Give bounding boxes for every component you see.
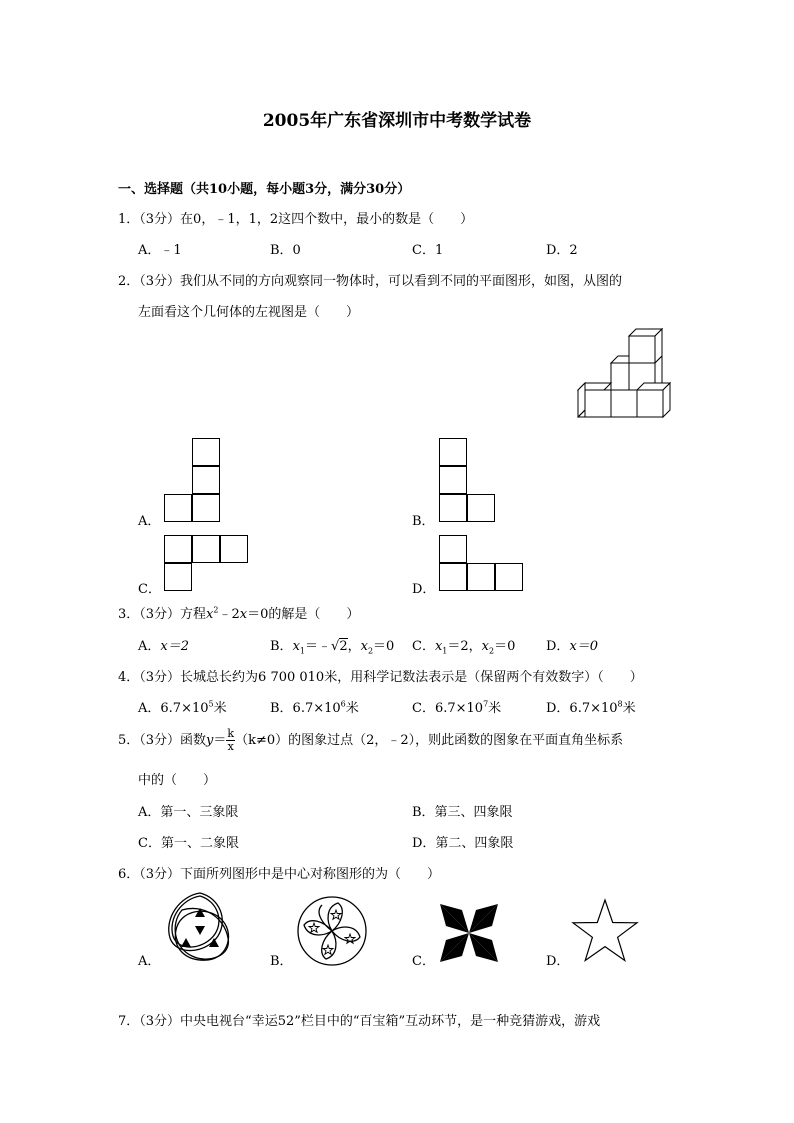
grid-cell (439, 494, 467, 522)
q5-denominator: x (227, 740, 234, 753)
q5-condition: （k≠0）的图象过点（2，﹣2），则此函数的图象在平面直角坐标系 (235, 733, 624, 748)
question-7-stem: 7．（3分）中央电视台“幸运52”栏目中的“百宝箱”互动环节，是一种竞猜游戏，游戏 (118, 1014, 601, 1029)
q2-option-c-label[interactable]: C． (138, 582, 161, 597)
grid-cell (192, 494, 220, 522)
q3-option-b-label: B． (270, 639, 293, 654)
q2-option-b-label[interactable]: B． (412, 514, 435, 529)
question-5-stem-line2: 中的（ ） (138, 773, 217, 788)
question-6-stem: 6．（3分）下面所列图形中是中心对称图形的为（ ） (118, 867, 441, 882)
four-petal-star-figure[interactable] (438, 902, 500, 964)
q4-option-a-unit: 米 (213, 701, 227, 716)
grid-cell (439, 563, 467, 591)
q1-option-c[interactable]: C．1 (412, 243, 444, 258)
q3-option-c[interactable] (412, 635, 515, 656)
cube-stack-figure (574, 328, 676, 428)
q4-option-a-base: A．6.7×10 (138, 701, 209, 716)
q3-option-b-var2: x (360, 639, 368, 654)
question-2-stem-line1: 2．（3分）我们从不同的方向观察同一物体时，可以看到不同的平面图形，如图，从图的 (118, 274, 623, 289)
q6-option-b-label[interactable]: B． (270, 954, 293, 969)
grid-cell (467, 563, 495, 591)
q3-option-c-var1: x (434, 639, 443, 654)
q4-option-c-base: C．6.7×10 (412, 701, 484, 716)
q3-var2: x (239, 607, 248, 622)
q3-option-c-end: ＝0 (494, 639, 516, 654)
q4-option-b[interactable] (270, 697, 359, 716)
section-heading: 一、选择题（共10小题，每小题3分，满分30分） (118, 182, 411, 197)
q3-option-b-eq: ＝﹣ (305, 639, 332, 654)
q3-option-a-value: x＝2 (160, 639, 189, 654)
q5-option-c[interactable]: C．第一、二象限 (138, 836, 239, 851)
question-4-stem: 4．（3分）长城总长约为6 700 010米，用科学记数法表示是（保留两个有效数字）（ ） (118, 670, 643, 685)
q4-option-c-unit: 米 (488, 701, 502, 716)
q3-minus: ﹣2 (218, 607, 240, 622)
q5-fraction (226, 728, 235, 753)
q3-option-b-var1: x (292, 639, 300, 654)
grid-cell (220, 535, 248, 563)
q5-option-d[interactable]: D．第二、四象限 (412, 836, 514, 851)
q5-option-a[interactable]: A．第一、三象限 (138, 805, 239, 820)
q5-eq: ＝ (213, 733, 227, 748)
q4-option-a[interactable] (138, 697, 227, 716)
q3-exponent: 2 (213, 605, 219, 615)
grid-cell (439, 438, 467, 466)
q4-option-b-exp: 6 (340, 699, 346, 709)
q5-numerator: k (227, 727, 235, 740)
grid-cell (192, 535, 220, 563)
q4-option-d[interactable] (546, 697, 636, 716)
q1-option-d[interactable]: D．2 (546, 243, 578, 258)
q3-suffix: ＝0的解是（ ） (247, 607, 360, 622)
q3-option-b-sub1: 1 (299, 646, 305, 656)
q2-option-d-label[interactable]: D． (412, 582, 436, 597)
grid-cell (439, 535, 467, 563)
q2-option-a-label[interactable]: A． (138, 514, 161, 529)
q1-option-b[interactable]: B．0 (270, 243, 301, 258)
q3-option-d-label: D． (546, 639, 570, 654)
q3-option-a[interactable] (138, 635, 189, 654)
page-title: 2005年广东省深圳市中考数学试卷 (262, 111, 532, 131)
q3-option-d-value: x＝0 (569, 639, 599, 654)
grid-cell (439, 466, 467, 494)
q3-option-b-sep: ， (347, 639, 361, 654)
grid-cell (164, 563, 192, 591)
sqrt-icon: √ (331, 639, 340, 654)
q4-option-a-exp: 5 (208, 699, 214, 709)
bauhinia-emblem-figure[interactable] (296, 895, 368, 967)
five-point-star-figure[interactable] (570, 898, 640, 964)
q1-option-a[interactable]: A．﹣1 (138, 243, 182, 258)
q4-option-d-base: D．6.7×10 (546, 701, 618, 716)
q3-option-c-label: C． (412, 639, 435, 654)
q3-var: x (206, 607, 214, 622)
grid-cell (192, 466, 220, 494)
trefoil-triangles-figure[interactable] (162, 890, 238, 964)
q5-y: y (206, 733, 214, 748)
q3-option-d[interactable] (546, 635, 598, 654)
q3-option-c-sub1: 1 (442, 646, 448, 656)
q4-option-b-base: B．6.7×10 (270, 701, 341, 716)
question-1-stem: 1．（3分）在0，﹣1，1，2这四个数中，最小的数是（ ） (118, 212, 474, 227)
question-3-stem (118, 603, 359, 622)
grid-cell (192, 438, 220, 466)
grid-cell (467, 494, 495, 522)
q3-option-c-sub2: 2 (489, 646, 495, 656)
q3-option-a-label: A． (138, 639, 161, 654)
grid-cell (164, 535, 192, 563)
question-2-stem-line2: 左面看这个几何体的左视图是（ ） (138, 305, 360, 320)
q4-option-d-exp: 8 (617, 699, 623, 709)
q6-option-d-label[interactable]: D． (546, 954, 570, 969)
q3-option-c-var2: x (481, 639, 490, 654)
q5-option-b[interactable]: B．第三、四象限 (412, 805, 513, 820)
q4-option-c[interactable] (412, 697, 501, 716)
q4-option-c-exp: 7 (483, 699, 489, 709)
q3-prefix: 3．（3分）方程 (118, 607, 207, 622)
q4-option-d-unit: 米 (622, 701, 636, 716)
q3-option-b-sub2: 2 (367, 646, 374, 656)
grid-cell (164, 494, 192, 522)
q4-option-b-unit: 米 (345, 701, 359, 716)
q3-option-b-radicand: 2 (339, 639, 348, 654)
q6-option-a-label[interactable]: A． (138, 954, 161, 969)
q6-option-c-label[interactable]: C． (412, 954, 435, 969)
question-5-stem (118, 728, 623, 753)
grid-cell (495, 563, 523, 591)
q3-option-b[interactable] (270, 635, 394, 656)
q3-option-b-end: ＝0 (373, 639, 395, 654)
q3-option-c-mid: ＝2， (447, 639, 482, 654)
q5-prefix: 5．（3分）函数 (118, 733, 207, 748)
